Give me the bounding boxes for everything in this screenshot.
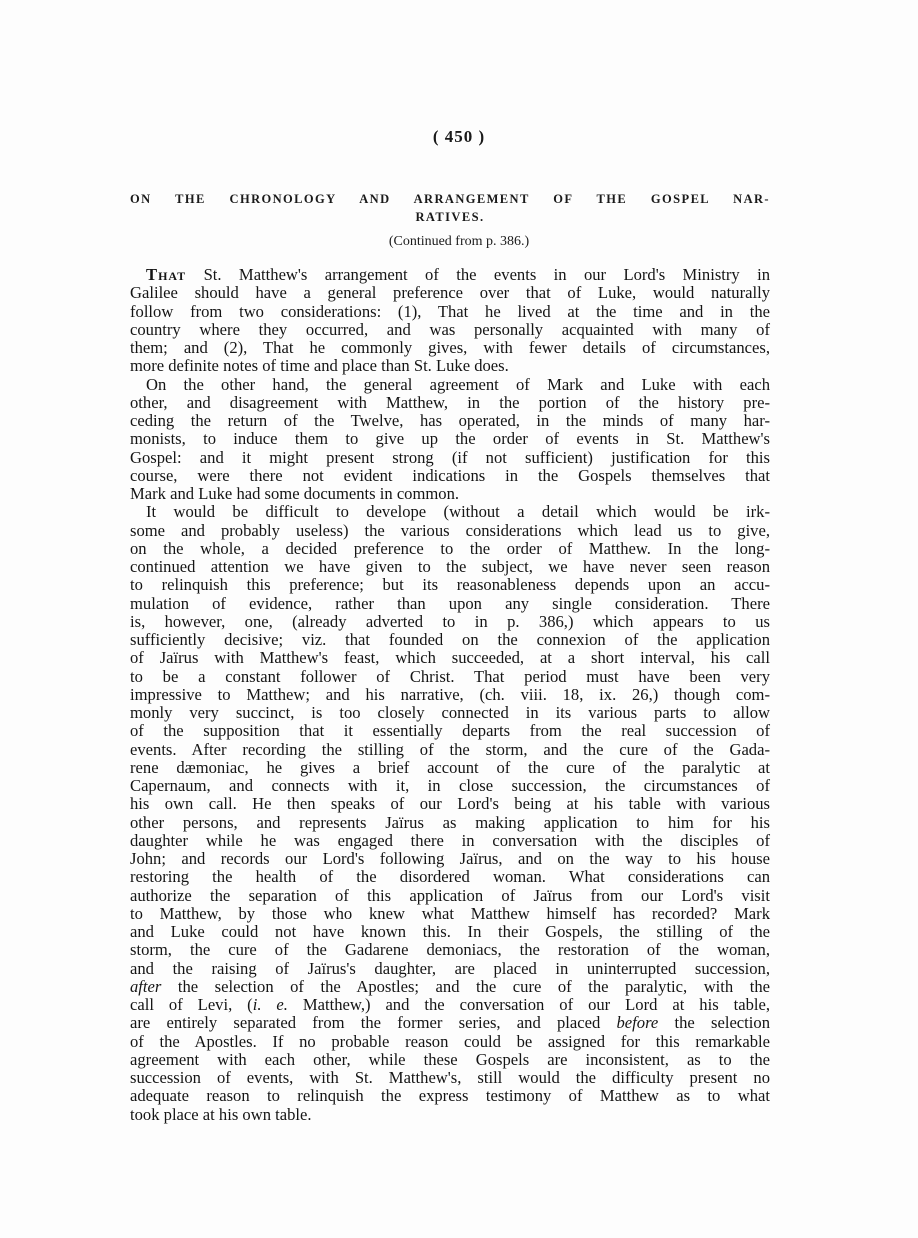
text-line: is, however, one, (already adverted to in p. 386,) which appears to us (130, 611, 770, 631)
text-line: succession of events, with St. Matthew's, still would the difficulty present no (130, 1068, 770, 1087)
text-line: rene dæmoniac, he gives a brief account of the cure of the paralytic at (130, 757, 770, 777)
text-line: more definite notes of time and place than St. Luke does. (130, 356, 509, 376)
text-line: Capernaum, and connects with it, in close succession, the circumstances of (130, 776, 770, 795)
text-line: sufficiently decisive; viz. that founded on the connexion of the application (130, 630, 770, 649)
text-line: storm, the cure of the Gadarene demoniacs, the restoration of the woman, (130, 940, 770, 960)
paragraph (130, 266, 770, 376)
text-line: to relinquish this preference; but its reasonableness depends upon an accu- (130, 575, 770, 595)
text-line: course, were there not evident indications in the Gospels themselves that (130, 465, 770, 485)
text-line: events. After recording the stilling of the storm, and the cure of the Gada- (130, 739, 770, 759)
text-line: country where they occurred, and was personally acquainted with many of (130, 319, 770, 339)
text-line: Gospel: and it might present strong (if not sufficient) justification for this (130, 447, 770, 467)
text-line: authorize the separation of this application of Jaïrus from our Lord's visit (130, 885, 770, 905)
text-line: of the Apostles. If no probable reason could be assigned for this remarkable (130, 1031, 770, 1051)
text-line: ceding the return of the Twelve, has operated, in the minds of many har- (130, 411, 770, 430)
text-line: It would be difficult to develope (without a detail which would be irk- (146, 502, 770, 522)
text-line: of Jaïrus with Matthew's feast, which succeeded, at a short interval, his call (130, 648, 770, 668)
text-line: and the raising of Jaïrus's daughter, are placed in uninterrupted succession, (130, 958, 770, 978)
text-line: on the whole, a decided preference to the order of Matthew. In the long- (130, 538, 770, 558)
text-line: to Matthew, by those who knew what Matthew himself has recorded? Mark (130, 903, 770, 923)
text-line: Galilee should have a general preference over that of Luke, would naturally (130, 283, 770, 303)
text-line: Mark and Luke had some documents in common. (130, 484, 460, 503)
paragraph (130, 503, 770, 1124)
article-title (130, 190, 770, 226)
text-line: call of Levi, (i. e. Matthew,) and the conversation of our Lord at his table, (130, 995, 771, 1014)
text-line: his own call. He then speaks of our Lord's being at his table with various (130, 794, 770, 814)
text-line: of the supposition that it essentially departs from the real succession of (130, 721, 770, 741)
text-line: adequate reason to relinquish the express testimony of Matthew as to what (130, 1086, 770, 1106)
article-body (130, 266, 770, 1124)
paragraph (130, 376, 770, 504)
text-line: continued attention we have given to the subject, we have never seen reason (130, 557, 770, 576)
text-line: and Luke could not have known this. In their Gospels, the stilling of the (130, 922, 770, 941)
text-line: are entirely separated from the former series, and placed before the selection (130, 1013, 770, 1033)
text-line: agreement with each other, while these Gospels are inconsistent, as to the (130, 1049, 770, 1069)
text-line: restoring the health of the disordered woman. What considerations can (130, 867, 770, 887)
text-line: other persons, and represents Jaïrus as making application to him for his (130, 812, 770, 832)
text-line: them; and (2), That he commonly gives, with fewer details of circumstances, (130, 338, 770, 357)
text-line: impressive to Matthew; and his narrative, (ch. viii. 18, ix. 26,) though com- (130, 684, 770, 704)
text-line: That St. Matthew's arrangement of the events in our Lord's Ministry in (146, 265, 770, 284)
text-line: other, and disagreement with Matthew, in the portion of the history pre- (130, 392, 770, 412)
text-line: follow from two considerations: (1), That he lived at the time and in the (130, 301, 770, 321)
text-line: mulation of evidence, rather than upon any single consideration. There (130, 593, 770, 613)
text-line: monists, to induce them to give up the order of events in St. Matthew's (130, 429, 770, 449)
text-line: took place at his own table. (130, 1104, 312, 1124)
text-line: to be a constant follower of Christ. That period must have been very (130, 666, 770, 686)
article-subtitle: (Continued from p. 386.) (388, 234, 530, 249)
article-title-line: ON THE CHRONOLOGY AND ARRANGEMENT OF THE GOSPEL NAR- (130, 192, 770, 206)
italic-abbrev: i. e. (252, 995, 288, 1014)
text-line: daughter while he was engaged there in conversation with the disciples of (130, 830, 770, 850)
italic-word: after (130, 976, 162, 996)
lead-word: That (146, 265, 187, 284)
text-line: On the other hand, the general agreement of Mark and Luke with each (146, 374, 770, 394)
text-line: monly very succinct, is too closely connected in its various parts to allow (130, 703, 770, 722)
text-line: some and probably useless) the various considerations which lead us to give, (130, 520, 770, 540)
text-line: after the selection of the Apostles; and the cure of the paralytic, with the (130, 976, 770, 996)
italic-word: before (616, 1013, 659, 1033)
text-line: John; and records our Lord's following Jaïrus, and on the way to his house (130, 849, 770, 868)
article-title-line: RATIVES. (415, 210, 485, 225)
page-number: ( 450 ) (432, 127, 486, 146)
